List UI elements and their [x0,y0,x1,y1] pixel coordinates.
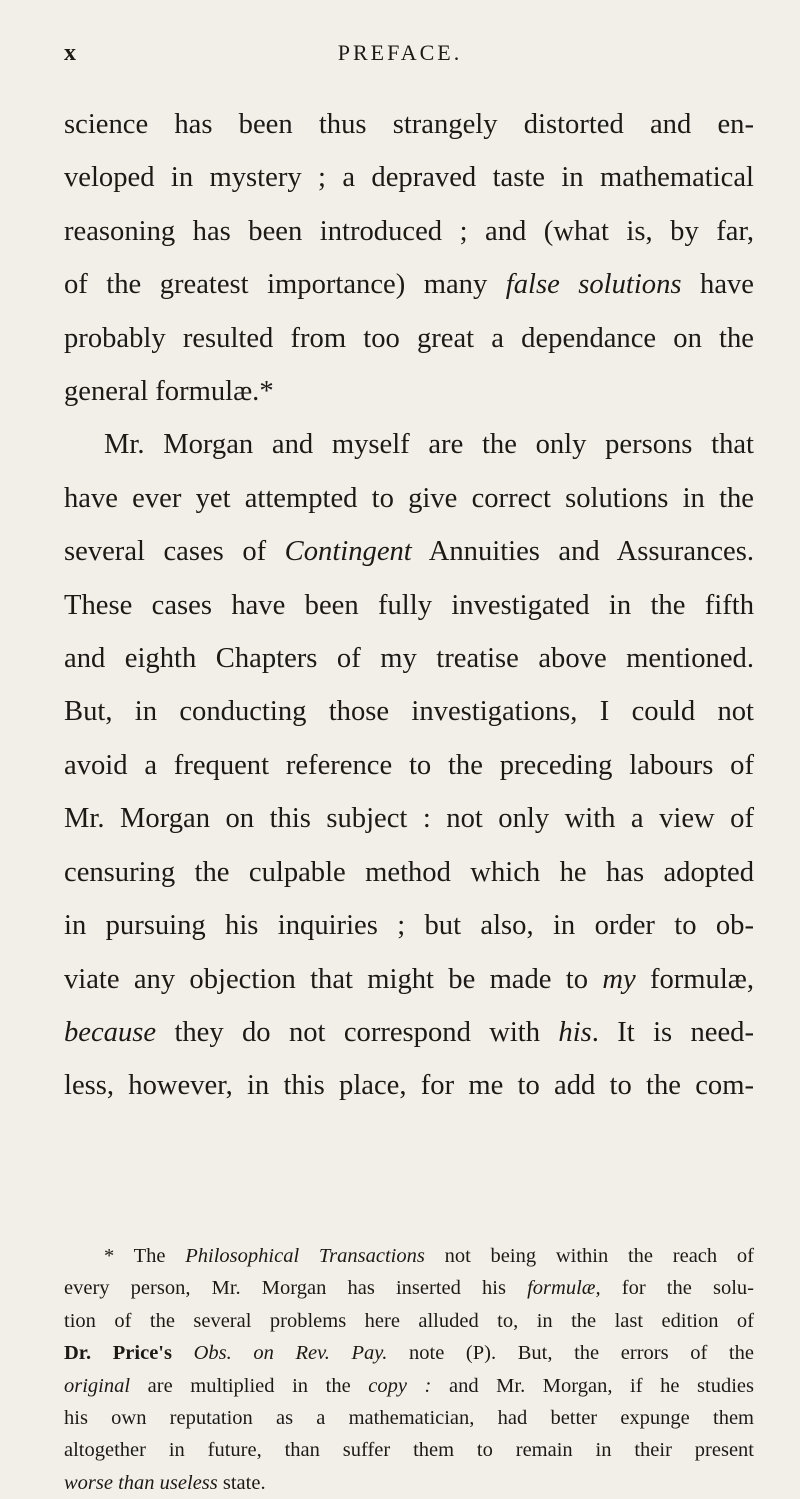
footnote-line: altogether in future, than suffer them to remain in their present [64,1439,754,1462]
text-line [64,1006,754,1059]
text-span: and Mr. Morgan, if he studies [431,1374,754,1397]
text-span: not being within the reach of [424,1245,754,1267]
italic-span: because [64,1016,157,1048]
text-line [64,258,754,311]
footnote-line: his own reputation as a mathematician, had better expunge them [64,1407,754,1430]
italic-span: original [64,1374,131,1397]
text-span: formulæ, [635,963,754,995]
text-line: But, in conducting those investigations, I could not [64,696,754,728]
text-span: for the solu- [600,1277,755,1300]
text-span: Dr. Price's [64,1342,194,1365]
text-span: have [681,269,754,301]
text-span: viate any objection that might be made to [64,963,603,995]
text-line: veloped in mystery ; a depraved taste in mathematical [64,162,754,194]
text-line: less, however, in this place, for me to add to the com- [64,1070,754,1102]
text-line: censuring the culpable method which he has adopted [64,856,754,888]
text-span: are multiplied in the [130,1374,369,1397]
paragraph [64,98,754,418]
text-span: state. [217,1471,266,1494]
footnote-line [64,1467,754,1499]
text-span: of the greatest importance) many [64,269,506,301]
text-line: have ever yet attempted to give correct solutions in the [64,482,754,514]
footnote-line [64,1337,754,1369]
text-line: Mr. Morgan and myself are the only persons that [104,429,754,461]
italic-span: his [558,1016,592,1048]
text-span: they do not correspond with [156,1016,559,1048]
text-line: These cases have been fully investigated in the fifth [64,589,754,621]
footnote-line [64,1272,754,1304]
text-line: avoid a frequent reference to the preceding labours of [64,749,754,781]
italic-span: false solutions [505,269,682,301]
text-span: . It is need- [591,1016,754,1048]
italic-span: my [602,963,636,995]
italic-span: Philosophical Transactions [185,1245,425,1267]
footnote-line [64,1240,754,1272]
italic-span: copy : [368,1374,432,1397]
text-line [64,953,754,1006]
paragraph [64,418,754,1112]
text-line [64,525,754,578]
footnote-line [64,1370,754,1402]
page-header [0,40,800,80]
text-line: general formulæ.* [64,376,274,408]
text-line: in pursuing his inquiries ; but also, in order to ob- [64,910,754,942]
text-span: every person, Mr. Morgan has inserted his [64,1277,528,1300]
text-line: reasoning has been introduced ; and (what is, by far, [64,215,754,247]
footnote-line: tion of the several problems here alluded to, in the last edition of [64,1309,754,1332]
text-span: Annuities and Assurances. [411,536,755,568]
text-line: and eighth Chapters of my treatise above mentioned. [64,643,754,675]
text-line: Mr. Morgan on this subject : not only with a view of [64,803,754,835]
italic-span: Obs. on Rev. Pay. [193,1342,388,1365]
italic-span: formulæ, [527,1277,601,1300]
page-number: x [64,40,76,66]
text-span: * The [104,1245,186,1267]
running-head: PREFACE. [337,40,463,65]
text-line: science has been thus strangely distorted and en- [64,109,754,140]
text-line: probably resulted from too great a dependance on the [64,322,754,354]
italic-span: Contingent [284,536,412,568]
text-span: note (P). But, the errors of the [387,1342,754,1365]
italic-span: worse than useless [64,1471,218,1494]
text-span: several cases of [64,536,285,568]
body-text [64,98,754,1113]
footnote [64,1240,754,1499]
